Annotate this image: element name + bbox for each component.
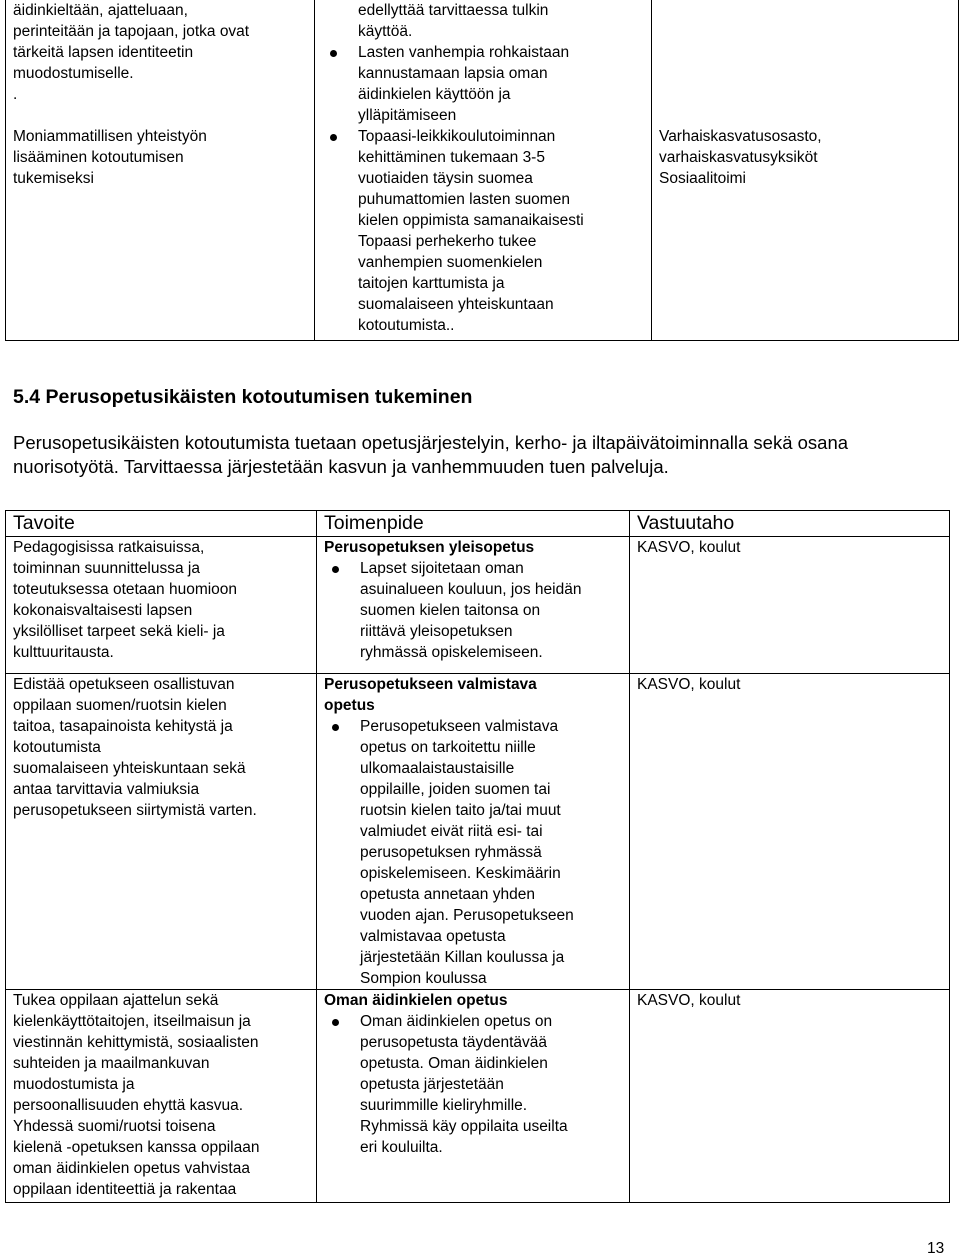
bullet-icon — [332, 1019, 339, 1026]
action-title: Perusopetuksen yleisopetus — [324, 539, 535, 556]
table-row — [6, 990, 950, 1203]
goal-line: tukemiseksi — [13, 170, 94, 187]
spacer — [659, 0, 951, 126]
owner-text: KASVO, koulut — [637, 992, 741, 1009]
goal-line: . — [13, 86, 18, 103]
page-number: 13 — [927, 1240, 945, 1257]
action-cell — [317, 674, 630, 990]
goal-line: perinteitään ja tapojaan, jotka ovat — [13, 23, 250, 40]
bullet-icon — [332, 724, 339, 731]
column-header-action: Toimenpide — [317, 511, 630, 537]
action-bullet-list — [324, 716, 622, 989]
goal-line: Moniammatillisen yhteistyön — [13, 128, 207, 145]
action-title: opetus — [324, 697, 375, 714]
table-header-row — [6, 511, 950, 537]
action-title: Perusopetukseen valmistava — [324, 676, 537, 693]
goal-cell: Pedagogisissa ratkaisuissa, toiminnan suunnittelussa ja toteutuksessa otetaan huomioon kokonaisvaltaisesti lapsen yksilölliset tarpeet sekä kieli- ja kulttuuritausta. — [6, 537, 317, 674]
continuation-line: edellyttää tarvittaessa tulkin — [358, 2, 549, 19]
bullet-item: Topaasi-leikkikoulutoiminnan kehittäminen tukemaan 3-5 vuotiaiden täysin suomea puhumattomien lasten suomen kielen oppimista samanaikaisesti Topaasi perhekerho tukee vanhempien suomenkielen taitojen karttumista ja suomalaiseen yhteiskuntaan kotoutumista.. — [322, 126, 644, 336]
bullet-icon — [330, 50, 337, 57]
action-cell — [317, 537, 630, 674]
section-intro: Perusopetusikäisten kotoutumista tuetaan opetusjärjestelyin, kerho- ja iltapäivätoiminnalla sekä osana nuorisotyötä. Tarvittaessa järjestetään kasvun ja vanhemmuuden tuen palveluja. — [13, 432, 849, 477]
owner-line: Sosiaalitoimi — [659, 170, 747, 187]
bullet-item: Lapset sijoitetaan oman asuinalueen kouluun, jos heidän suomen kielen taitonsa on riittävä yleisopetuksen ryhmässä opiskelemiseen. — [324, 558, 622, 663]
owner-line: varhaiskasvatusyksiköt — [659, 149, 818, 166]
action-bullet-list — [324, 1011, 622, 1158]
table-row — [6, 674, 950, 990]
bullet-icon — [332, 566, 339, 573]
bullet-icon — [330, 134, 337, 141]
measures-table — [5, 510, 950, 1203]
goal-line: lisääminen kotoutumisen — [13, 149, 184, 166]
owner-cell — [652, 0, 959, 341]
owner-text: KASVO, koulut — [637, 539, 741, 556]
goal-line: äidinkieltään, ajatteluaan, — [13, 2, 188, 19]
action-cell — [315, 0, 652, 341]
action-cell — [317, 990, 630, 1203]
table-row — [6, 537, 950, 674]
continuation-line: käyttöä. — [358, 23, 413, 40]
action-bullet-list — [324, 558, 622, 663]
action-title: Oman äidinkielen opetus — [324, 992, 508, 1009]
goal-cell: Edistää opetukseen osallistuvan oppilaan suomen/ruotsin kielen taitoa, tasapainoista kehitystä ja kotoutumista suomalaiseen yhteiskuntaan sekä antaa tarvittavia valmiuksia perusopetukseen siirtymistä varten. — [6, 674, 317, 990]
bullet-item: Lasten vanhempia rohkaistaan kannustamaan lapsia oman äidinkielen käyttöön ja ylläpitämiseen — [322, 42, 644, 126]
bullet-item: Oman äidinkielen opetus on perusopetusta täydentävää opetusta. Oman äidinkielen opetusta järjestetään suurimmille kieliryhmille. Ryhmissä käy oppilaita useilta eri kouluilta. — [324, 1011, 622, 1158]
owner-line: Varhaiskasvatusosasto, — [659, 128, 822, 145]
continuation-table — [5, 0, 959, 341]
column-header-owner: Vastuutaho — [630, 511, 950, 537]
owner-cell — [630, 674, 950, 990]
owner-cell — [630, 537, 950, 674]
action-bullet-list — [322, 42, 644, 336]
owner-text: KASVO, koulut — [637, 676, 741, 693]
blank-line — [13, 105, 307, 126]
goal-cell — [6, 0, 315, 341]
column-header-goal: Tavoite — [6, 511, 317, 537]
goal-line: muodostumiselle. — [13, 65, 134, 82]
bullet-item: Perusopetukseen valmistava opetus on tarkoitettu niille ulkomaalaistaustaisille oppilaille, joiden suomen tai ruotsin kielen taito ja/tai muut valmiudet eivät riitä esi- tai perusopetuksen ryhmässä opiskelemiseen. Keskimäärin opetusta annetaan yhden vuoden ajan. Perusopetukseen valmistavaa opetusta järjestetään Killan koulussa ja Sompion koulussa — [324, 716, 622, 989]
owner-cell — [630, 990, 950, 1203]
section-heading: 5.4 Perusopetusikäisten kotoutumisen tukeminen — [13, 386, 473, 408]
goal-cell: Tukea oppilaan ajattelun sekä kielenkäyttötaitojen, itseilmaisun ja viestinnän kehittymistä, sosiaalisten suhteiden ja maailmankuvan muodostumista ja persoonallisuuden ehyttä kasvua. Yhdessä suomi/ruotsi toisena kielenä -opetuksen kanssa oppilaan oman äidinkielen opetus vahvistaa oppilaan identiteettiä ja rakentaa — [6, 990, 317, 1203]
goal-line: tärkeitä lapsen identiteetin — [13, 44, 194, 61]
